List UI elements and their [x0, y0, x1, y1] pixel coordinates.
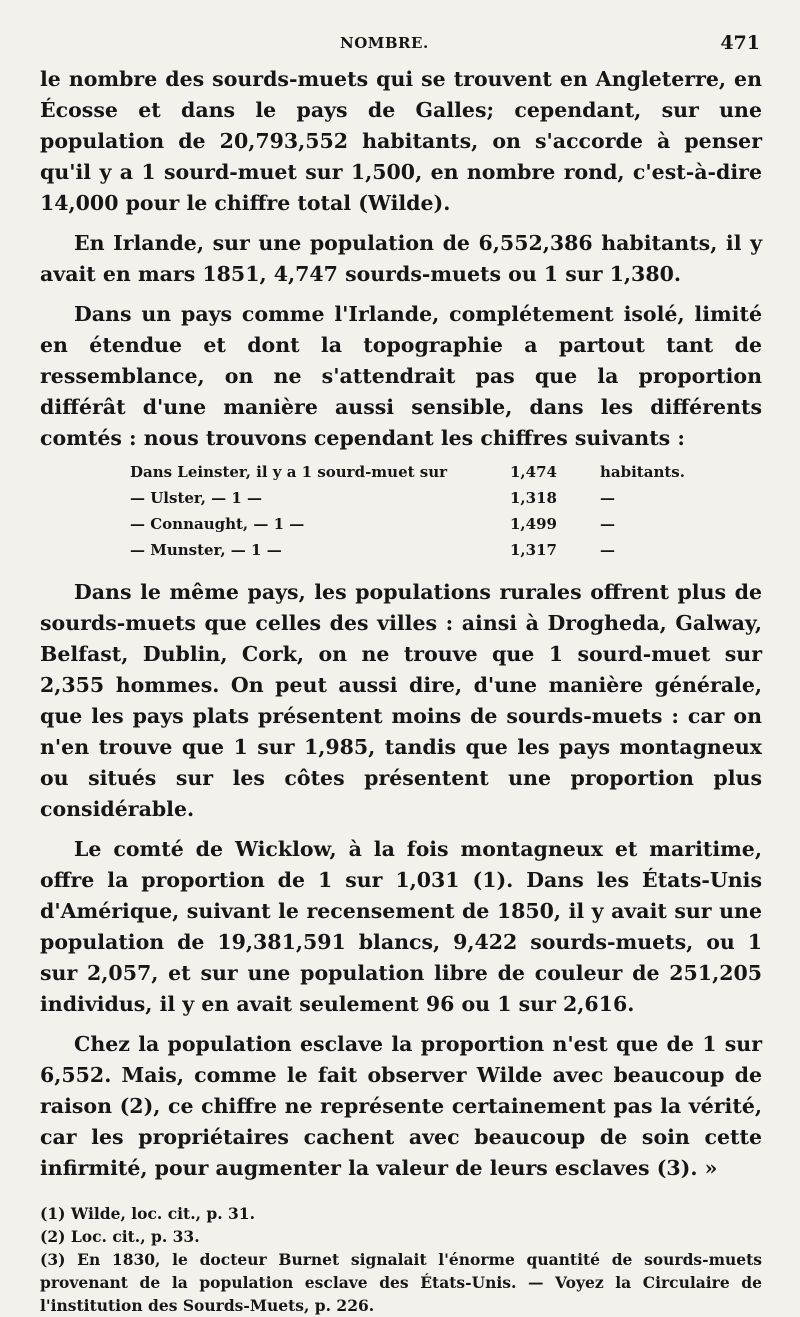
- stats-lead: Dans Leinster, il y a 1 sourd-muet sur: [130, 463, 448, 481]
- paragraph-1: le nombre des sourds-muets qui se trouvent en Angleterre, en Écosse et dans le pays de Galles; cependant, sur une population de 20,793,552 habitants, on s'accorde à penser qu'il y a 1 sourd-muet sur 1,500, en nombre rond, c'est-à-dire 14,000 pour le chiffre total (Wilde).: [40, 67, 762, 215]
- stats-lead: — Munster, — 1 —: [130, 541, 282, 559]
- stats-number: 1,499: [510, 515, 557, 533]
- running-title: NOMBRE.: [340, 34, 429, 52]
- footnote-3: (3) En 1830, le docteur Burnet signalait l'énorme quantité de sourds-muets provenant de la population esclave des États-Unis. — Voyez la Circulaire de l'institution des Sourds-Muets, p. 226.: [40, 1250, 762, 1315]
- page-header: [40, 28, 762, 64]
- stats-row-connaught: [40, 515, 762, 541]
- body-text: [40, 64, 762, 1184]
- stats-tail: —: [600, 489, 615, 507]
- stats-lead: — Connaught, — 1 —: [130, 515, 305, 533]
- stats-tail: —: [600, 515, 615, 533]
- footnote-1: (1) Wilde, loc. cit., p. 31.: [40, 1204, 255, 1223]
- stats-tail: —: [600, 541, 615, 559]
- footnote-2: (2) Loc. cit., p. 33.: [40, 1227, 200, 1246]
- paragraph-4: Dans le même pays, les populations rurales offrent plus de sourds-muets que celles des villes : ainsi à Drogheda, Galway, Belfast, Dublin, Cork, on ne trouve que 1 sourd-muet sur 2,355 hommes. On peut aussi dire, d'une manière générale, que les pays plats présentent moins de sourds-muets : car on n'en trouve que 1 sur 1,985, tandis que les pays montagneux ou situés sur les côtes présentent une proportion plus considérable.: [40, 580, 762, 821]
- stats-tail: habitants.: [600, 463, 685, 481]
- stats-lead: — Ulster, — 1 —: [130, 489, 263, 507]
- stats-number: 1,318: [510, 489, 557, 507]
- stats-row-leinster: [40, 463, 762, 489]
- paragraph-6: Chez la population esclave la proportion n'est que de 1 sur 6,552. Mais, comme le fait observer Wilde avec beaucoup de raison (2), ce chiffre ne représente certainement pas la vérité, car les propriétaires cachent avec beaucoup de soin cette infirmité, pour augmenter la valeur de leurs esclaves (3). »: [40, 1032, 762, 1180]
- page-number: 471: [720, 32, 760, 54]
- stats-number: 1,317: [510, 541, 557, 559]
- paragraph-3: Dans un pays comme l'Irlande, complétement isolé, limité en étendue et dont la topographie a partout tant de ressemblance, on ne s'attendrait pas que la proportion différât d'une manière aussi sensible, dans les différents comtés : nous trouvons cependant les chiffres suivants :: [40, 302, 762, 450]
- footnotes: [40, 1202, 762, 1317]
- paragraph-2: En Irlande, sur une population de 6,552,386 habitants, il y avait en mars 1851, 4,747 sourds-muets ou 1 sur 1,380.: [40, 231, 762, 286]
- stats-number: 1,474: [510, 463, 557, 481]
- book-page: [40, 28, 762, 1317]
- county-statistics-table: [40, 463, 762, 567]
- paragraph-5: Le comté de Wicklow, à la fois montagneux et maritime, offre la proportion de 1 sur 1,031 (1). Dans les États-Unis d'Amérique, suivant le recensement de 1850, il y avait sur une population de 19,381,591 blancs, 9,422 sourds-muets, ou 1 sur 2,057, et sur une population libre de couleur de 251,205 individus, il y en avait seulement 96 ou 1 sur 2,616.: [40, 837, 762, 1016]
- stats-row-ulster: [40, 489, 762, 515]
- stats-row-munster: [40, 541, 762, 567]
